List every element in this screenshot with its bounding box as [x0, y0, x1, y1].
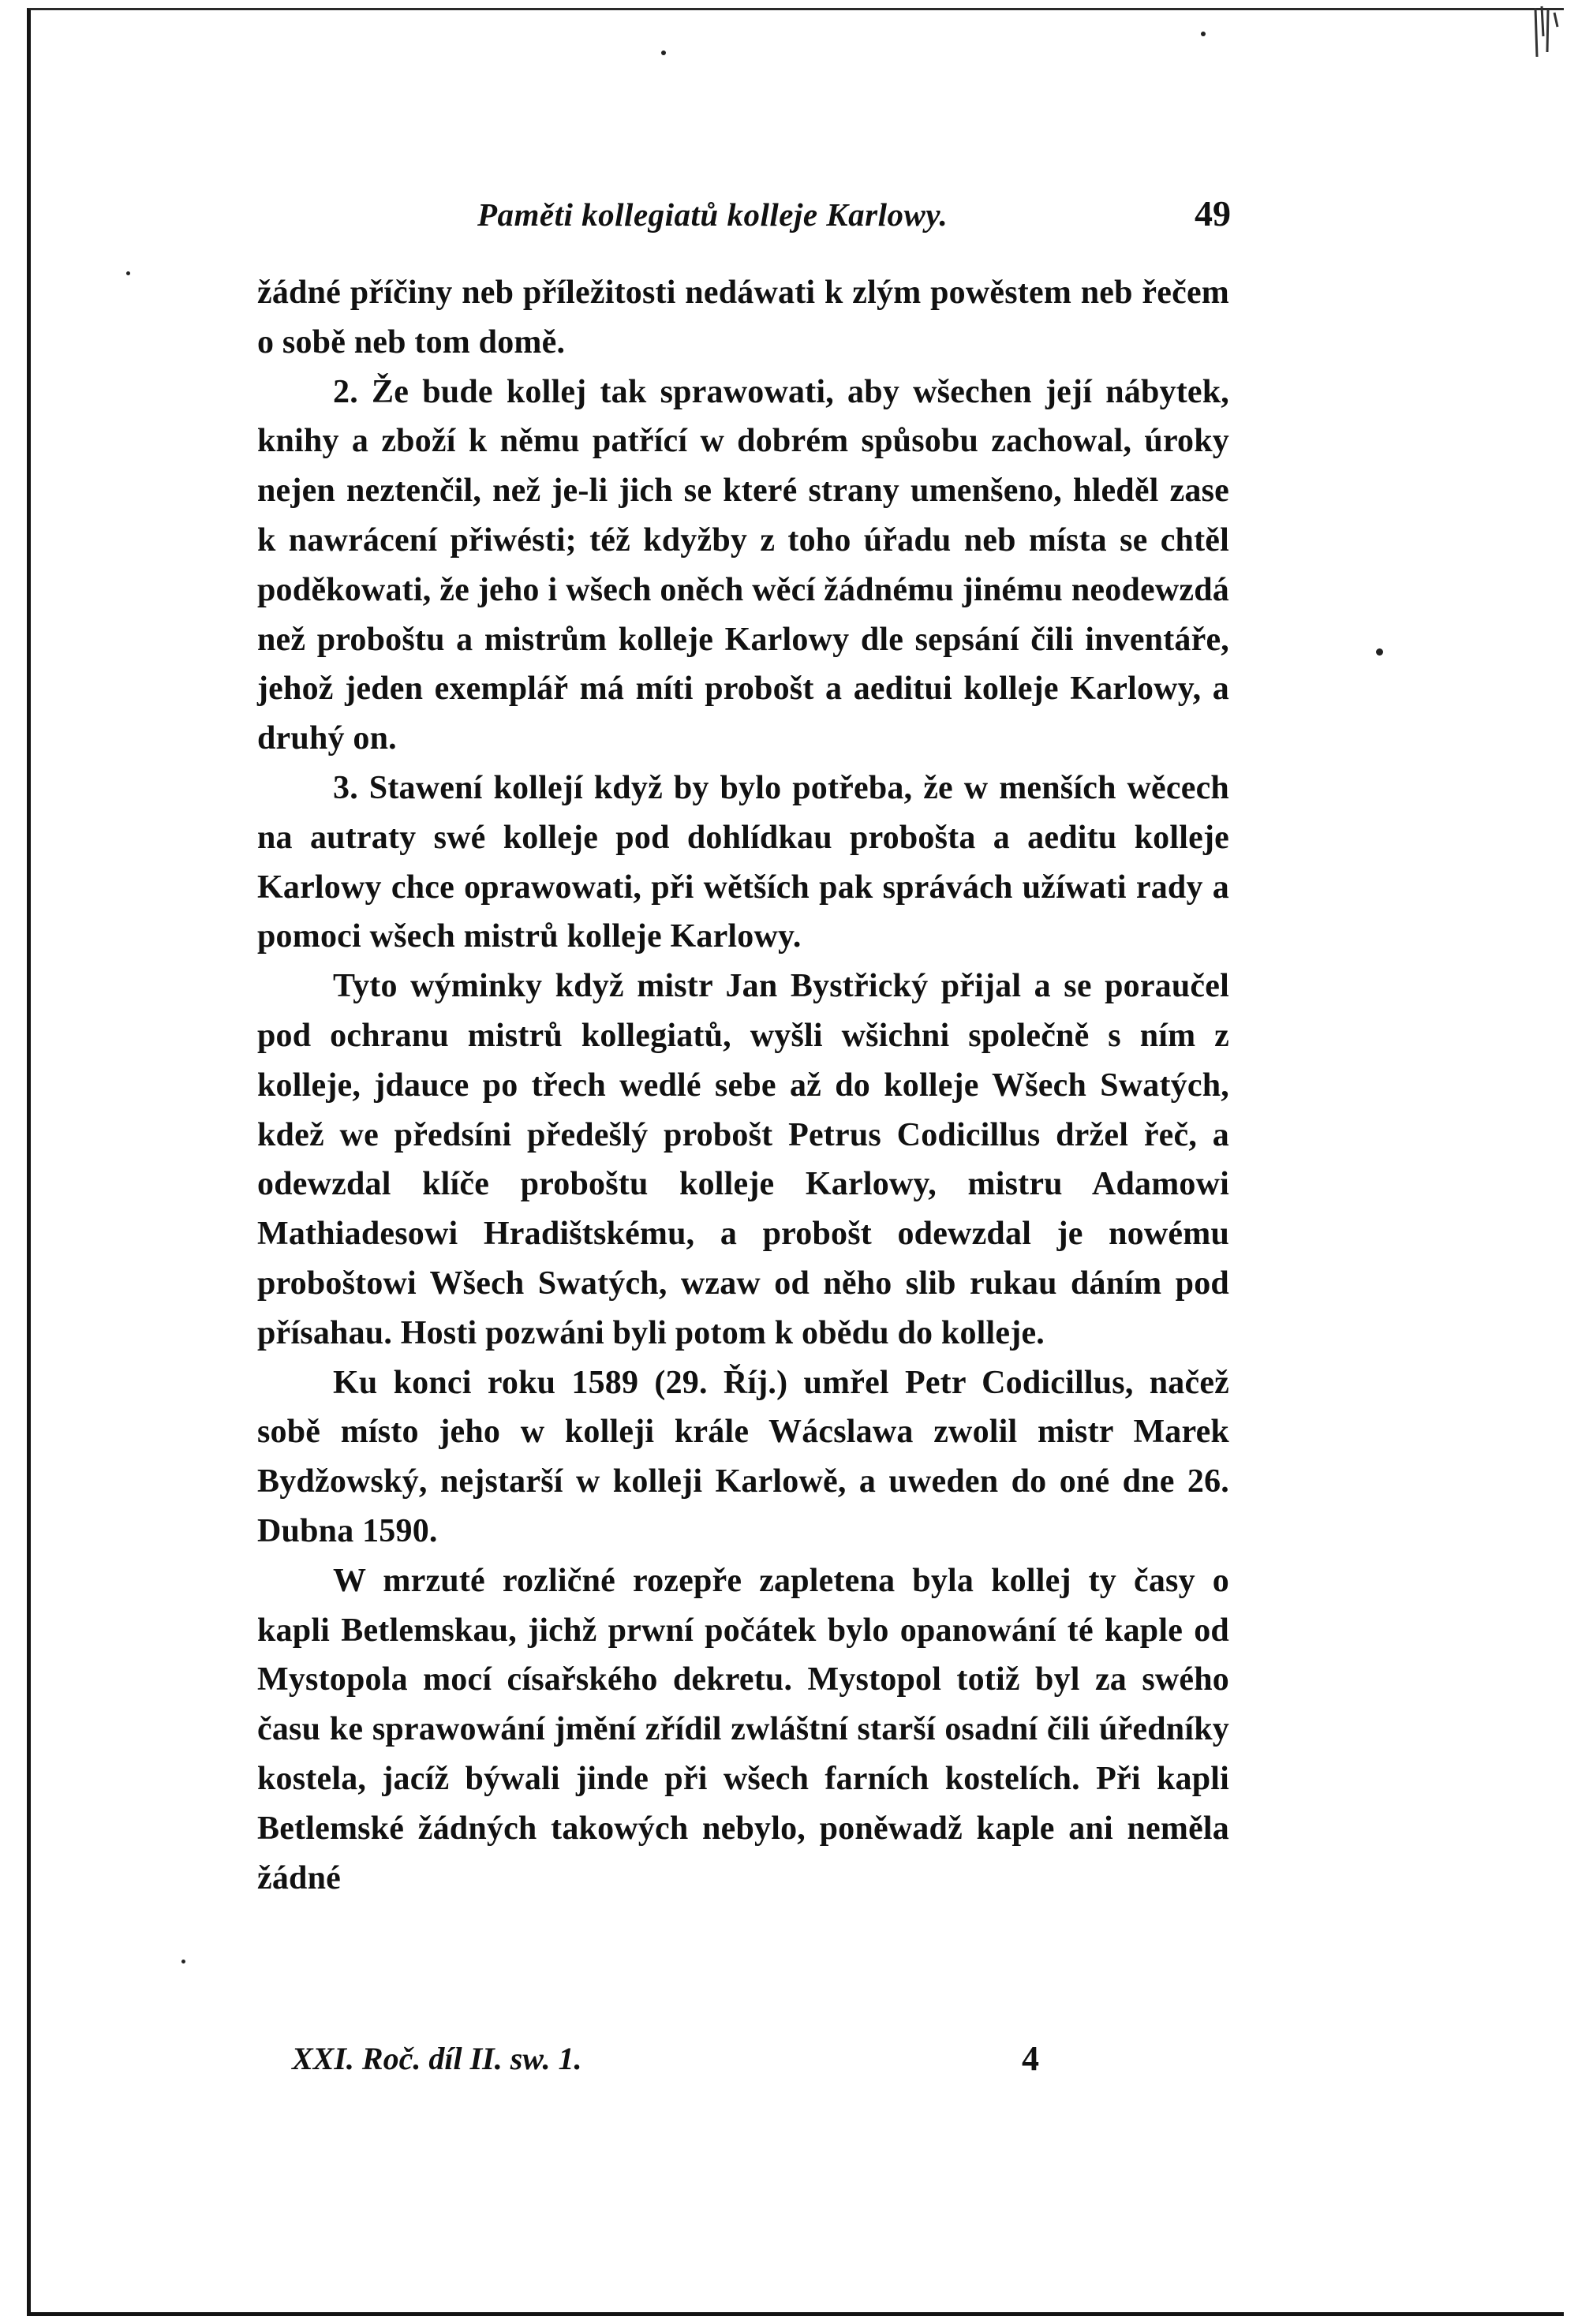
page-number: 49 [1195, 193, 1231, 234]
scan-speck [1201, 32, 1206, 36]
scan-speck [661, 50, 666, 55]
paragraph: 2. Že bude kollej tak sprawowati, aby wšechen její nábytek, knihy a zboží k němu patřící w dobrém spůsobu zachowal, úroky nejen neztenčil, než je-li jich se které strany umenšeno, hleděl zase k nawrácení přiwésti; též kdyžby z toho úřadu neb místa se chtěl poděkowati, že jeho i wšech oněch wěcí žádnému jinému neodewzdá než proboštu a mistrům kolleje Karlowy dle sepsání čili inventáře, jehož jeden exemplář má míti probošt a aeditui kolleje Karlowy, a druhý on. [257, 373, 1229, 757]
paragraph: W mrzuté rozličné rozepře zapletena byla kollej ty časy o kapli Betlemskau, jichž prwní počátek bylo opanowání té kaple od Mystopola mocí císařského dekretu. Mystopol totiž byl za swého času ke sprawowání jmění zřídil zwláštní starší osadní čili úředníky kostela, jacíž býwali jinde při wšech farních kostelích. Při kapli Betlemské žádných takowých nebylo, poněwadž kaple ani neměla žádné [257, 1562, 1229, 1896]
running-head [260, 193, 1231, 251]
page-corner-scan-mark [1531, 5, 1562, 60]
sheet-number: 4 [1022, 2039, 1039, 2078]
running-title: Paměti kollegiatů kolleje Karlowy. [477, 196, 948, 233]
scan-speck [126, 271, 130, 275]
paragraph: 3. Stawení kollejí když by bylo potřeba, že w menších wěcech na autraty swé kolleje pod dohlídkau probošta a aeditu kolleje Karlowy chce oprawowati, při wětších pak správách užíwati rady a pomoci wšech mistrů kolleje Karlowy. [257, 769, 1229, 955]
paragraph: Tyto wýminky když mistr Jan Bystřický přijal a se poraučel pod ochranu mistrů kollegiatů, wyšli wšichni společně s ním z kolleje, jdauce po třech wedlé sebe až do kolleje Wšech Swatých, kdež we předsíni předešlý probošt Petrus Codicillus držel řeč, a odewzdal klíče proboštu kolleje Karlowy, mistru Adamowi Mathiadesowi Hradištskému, a probošt odewzdal je nowému proboštowi Wšech Swatých, wzaw od něho slib rukau dáním pod přísahau. Hosti pozwáni byli potom k obědu do kolleje. [257, 968, 1229, 1351]
scan-speck [181, 1960, 185, 1963]
footer-line [292, 2040, 1081, 2087]
paragraph: Ku konci roku 1589 (29. Říj.) umřel Petr Codicillus, načež sobě místo jeho w kolleji krále Wácslawa zwolil mistr Marek Bydžowský, nejstarší w kolleji Karlowě, a uweden do oné dne 26. Dubna 1590. [257, 1364, 1229, 1549]
signature-mark: XXI. Roč. díl II. sw. 1. [292, 2041, 582, 2076]
body-text [257, 268, 1229, 1903]
scan-speck [1376, 648, 1383, 656]
paragraph: žádné příčiny neb příležitosti nedáwati k zlým powěstem neb řečem o sobě neb tom domě. [257, 275, 1229, 361]
